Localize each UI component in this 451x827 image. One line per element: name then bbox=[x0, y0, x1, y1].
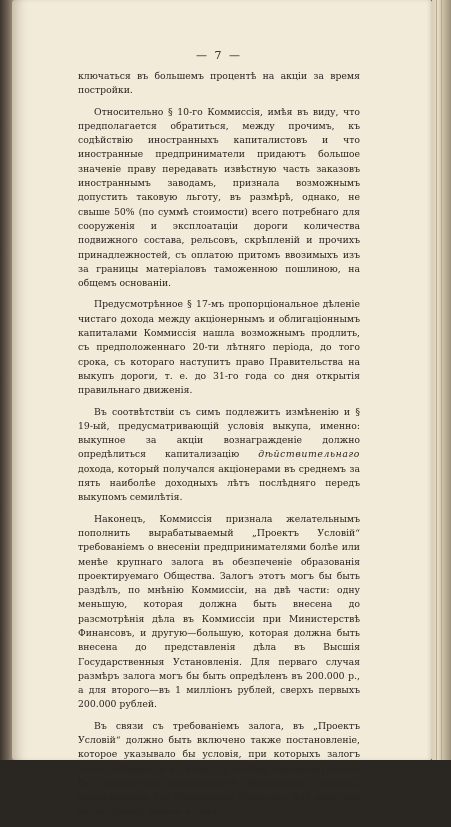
paragraph-6: Въ связи съ требованіемъ залога, въ „Проектъ Условій“ должно быть включено также постановленіе, которое указывало бы условія, при которыхъ залогъ этотъ отбирается въ казну, и вообще предусматривало бы послѣдствія несоблюденія Обществомъ сроковъ, назначаемыхъ для образованія Общества, для приступа къ постройкѣ дороги и проч. bbox=[78, 720, 360, 818]
paragraph-2: Относительно § 10-го Коммиссія, имѣя въ виду, что предполагается обратиться, между прочимъ, къ содѣйствію иностранныхъ капиталистовъ и что иностранные предприниматели придаютъ большое значеніе праву передавать извѣстную часть заказовъ иностраннымъ заводамъ, признала возможнымъ допустить таковую льготу, въ размѣрѣ, однако, не свыше 50% (по суммѣ стоимости) всего потребнаго для сооруженія и эксплоатаціи дороги количества подвижного состава, рельсовъ, скрѣпленій и прочихъ принадлежностей, съ оплатою притомъ ввозимыхъ изъ за границы матеріаловъ таможенною пошлиною, на общемъ основаніи. bbox=[78, 106, 360, 290]
paragraph-4-start: Въ соотвѣтствіи съ симъ подлежитъ измѣненію и § 19-ый, предусматривающій условія выкупа, именно: выкупное за акціи вознагражденіе должно опредѣлиться капитализацію bbox=[78, 406, 360, 461]
paragraph-1: ключаться въ большемъ процентѣ на акціи за время постройки. bbox=[78, 71, 360, 97]
emphasized-word: дѣйствительнаго bbox=[258, 449, 360, 461]
page-edges-stack bbox=[432, 0, 451, 760]
page-number: — 7 — bbox=[196, 49, 242, 62]
paragraph-4 bbox=[78, 406, 360, 506]
paragraph-5: Наконецъ, Коммиссія признала желательнымъ пополнить вырабатываемый „Проектъ Условій“ требованіемъ о внесеніи предпринимателями болѣе или менѣе крупнаго залога въ обезпеченіе образованія проектируемаго Общества. Залогъ этотъ могъ бы быть раздѣлъ, по мнѣнію Коммиссіи, на двѣ части: одну меньшую, которая должна быть внесена до разсмотрѣнія дѣла въ Коммиссіи при Министерствѣ Финансовъ, и другую—большую, которая должна быть внесена до представленія дѣла въ Высшія Государственныя Установленія. Для перваго случая размѣръ залога могъ бы быть опредѣленъ въ 200.000 р., а для второго—въ 1 милліонъ рублей, сверхъ первыхъ 200.000 рублей. bbox=[78, 513, 360, 711]
paragraph-4-end: дохода, который получался акціонерами въ среднемъ за пять наиболѣе доходныхъ лѣтъ послѣдняго передъ выкупомъ семилѣтія. bbox=[78, 463, 360, 504]
page-text-block bbox=[78, 50, 360, 827]
paragraph-3: Предусмотрѣнное § 17-мъ пропорціональное дѣленіе чистаго дохода между акціонернымъ и облигаціоннымъ капиталами Коммиссія нашла возможнымъ продлить, съ предположеннаго 20-ти лѣтняго періода, до того срока, съ котораго наступитъ право Правительства на выкупъ дороги, т. е. до 31-го года со дня открытія правильнаго движенія. bbox=[78, 299, 360, 397]
